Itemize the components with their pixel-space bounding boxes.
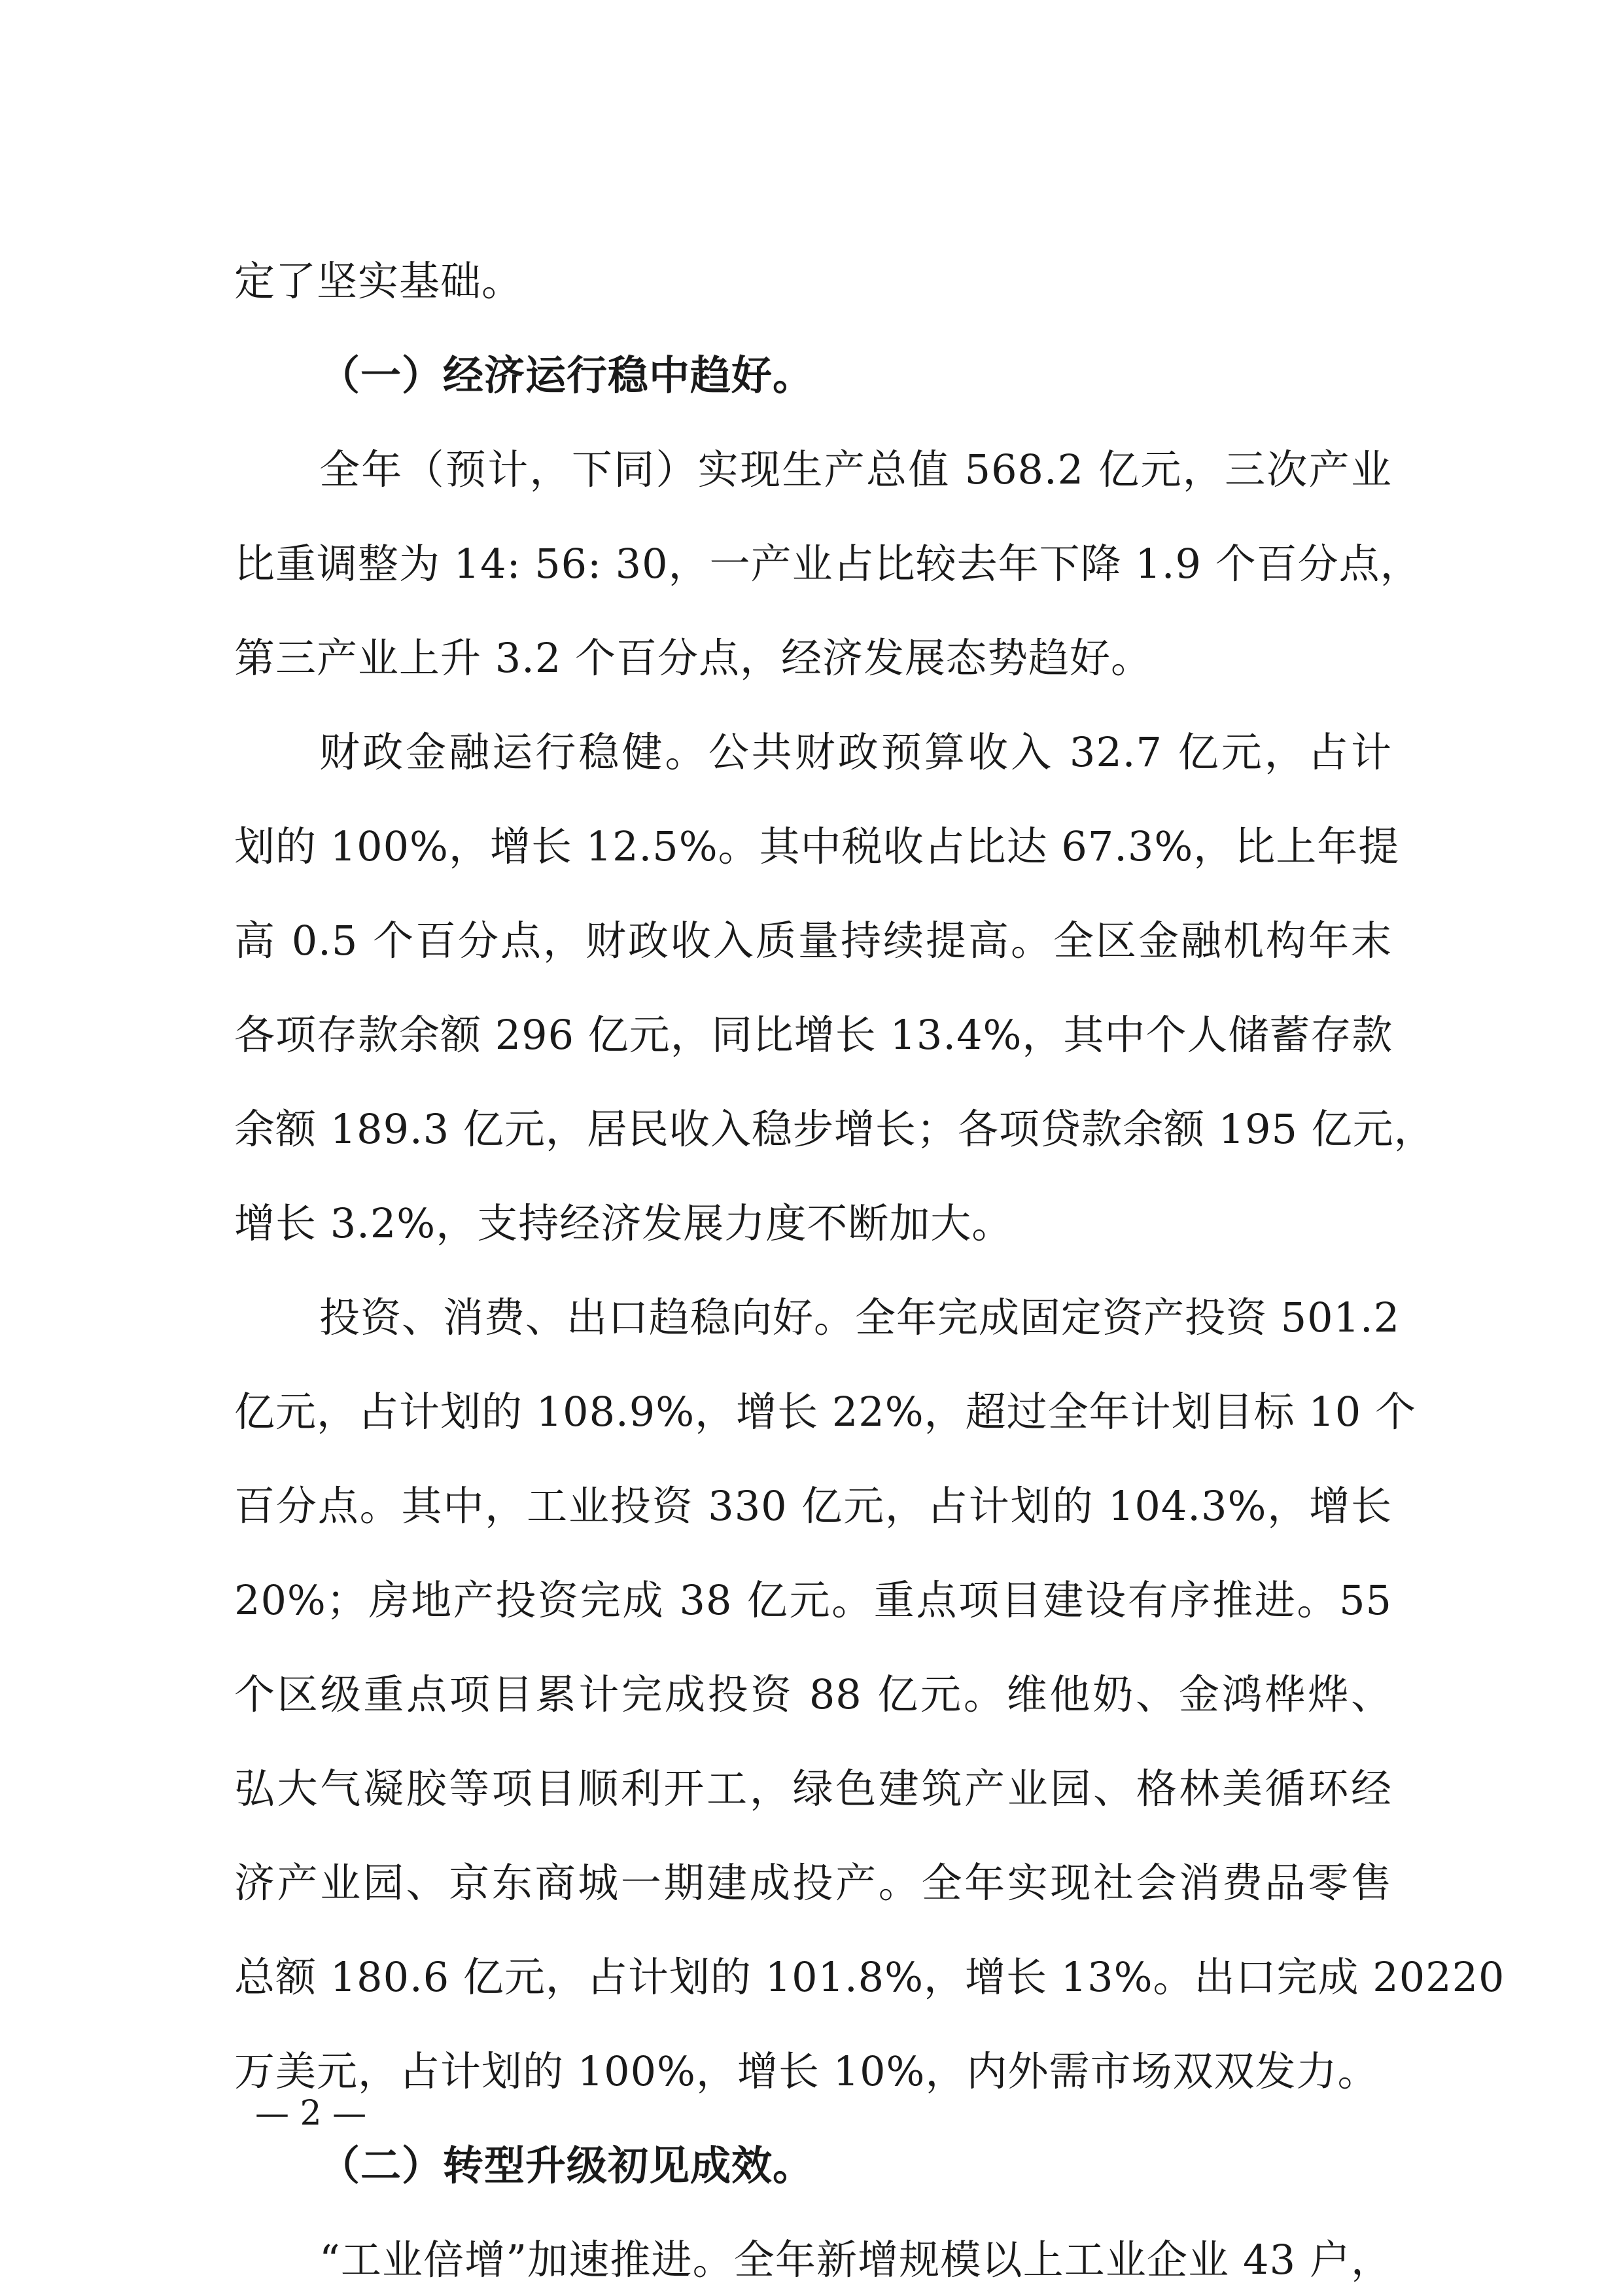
text-line: 投资、消费、出口趋稳向好。全年完成固定资产投资 501.2 [319,1294,1401,1341]
text-line: 划的 100%，增长 12.5%。其中税收占比达 67.3%，比上年提 [234,822,1400,870]
text-line: 比重调整为 14: 56: 30，一产业占比较去年下降 1.9 个百分点， [234,540,1422,588]
text-line: 弘大气凝胶等项目顺利开工，绿色建筑产业园、格林美循环经 [234,1765,1392,1812]
text-line: 济产业园、京东商城一期建成投产。全年实现社会消费品零售 [234,1859,1392,1907]
text-line: 定了坚实基础。 [234,257,523,305]
text-line: 增长 3.2%，支持经济发展力度不断加大。 [234,1199,1013,1247]
text-line: “工业倍增”加速推进。全年新增规模以上工业企业 43 户， [319,2236,1392,2284]
text-line: 百分点。其中，工业投资 330 亿元，占计划的 104.3%，增长 [234,1482,1392,1530]
text-line: 全年（预计，下同）实现生产总值 568.2 亿元，三次产业 [319,446,1392,493]
section-heading: （二）转型升级初见成效。 [319,2142,814,2189]
text-line: 20%；房地产投资完成 38 亿元。重点项目建设有序推进。55 [234,1576,1392,1624]
text-line: 财政金融运行稳健。公共财政预算收入 32.7 亿元，占计 [319,728,1392,776]
text-line: 万美元，占计划的 100%，增长 10%，内外需市场双双发力。 [234,2047,1379,2095]
text-line: 高 0.5 个百分点，财政收入质量持续提高。全区金融机构年末 [234,917,1392,964]
text-line: 第三产业上升 3.2 个百分点，经济发展态势趋好。 [234,634,1153,682]
text-line: 余额 189.3 亿元，居民收入稳步增长；各项贷款余额 195 亿元， [234,1105,1435,1153]
section-heading: （一）经济运行稳中趋好。 [319,351,814,399]
text-line: 亿元，占计划的 108.9%，增长 22%，超过全年计划目标 10 个 [234,1388,1416,1436]
page-number: — 2 — [255,2094,367,2133]
text-line: 各项存款余额 296 亿元，同比增长 13.4%，其中个人储蓄存款 [234,1011,1393,1059]
text-line: 个区级重点项目累计完成投资 88 亿元。维他奶、金鸿桦烨、 [234,1670,1392,1718]
text-line: 总额 180.6 亿元，占计划的 101.8%，增长 13%。出口完成 20220 [234,1953,1505,2001]
